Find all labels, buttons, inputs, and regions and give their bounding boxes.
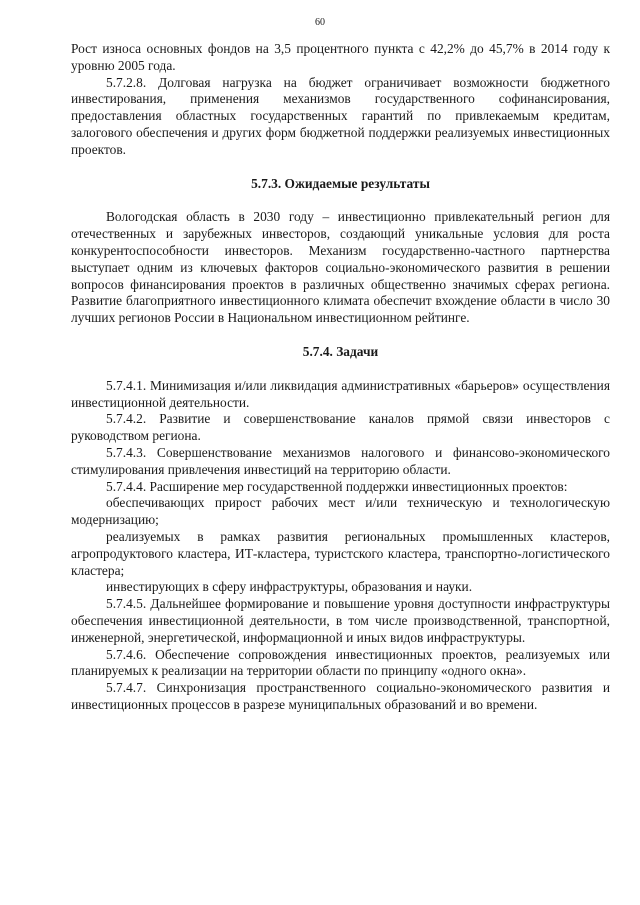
- task-item-5-7-4-2: 5.7.4.2. Развитие и совершенствование каналов прямой связи инвесторов с руководством региона.: [71, 411, 610, 444]
- expected-results-paragraph: Вологодская область в 2030 году – инвестиционно привлекательный регион для отечественных и зарубежных инвесторов, создающий уникальные условия для роста конкурентоспособности инвесторов. Механизм государственно-частного партнерства выступает одним из ключевых факторов социально-экономического развития в решении вопросов финансирования проектов в различных общественно значимых сферах региона. Развитие благоприятного инвестиционного климата обеспечит вхождение области в число 30 лучших регионов России в Национальном инвестиционном рейтинге.: [71, 209, 610, 326]
- heading-tasks: 5.7.4. Задачи: [302, 343, 379, 359]
- task-item-5-7-4-7: 5.7.4.7. Синхронизация пространственного социально-экономического развития и инвестиционных процессов в разрезе муниципальных образований и во времени.: [71, 680, 610, 712]
- page-number: 60: [315, 17, 325, 28]
- task-item-5-7-4-1: 5.7.4.1. Минимизация и/или ликвидация административных «барьеров» осуществления инвестиционной деятельности.: [71, 377, 610, 410]
- intro-paragraph: Рост износа основных фондов на 3,5 процентного пункта с 42,2% до 45,7% в 2014 году к уровню 2005 года.: [71, 41, 610, 73]
- task-item-5-7-4-6: 5.7.4.6. Обеспечение сопровождения инвестиционных проектов, реализуемых или планируемых к реализации на территории области по принципу «одного окна».: [71, 646, 610, 679]
- task-subitem-infrastructure: инвестирующих в сферу инфраструктуры, образования и науки.: [106, 579, 473, 595]
- heading-expected-results: 5.7.3. Ожидаемые результаты: [251, 175, 430, 191]
- task-subitem-clusters: реализуемых в рамках развития региональных промышленных кластеров, агропродуктового кластера, ИТ-кластера, туристского кластера, транспортно-логистического кластера;: [71, 528, 610, 578]
- paragraph-5-7-2-8: 5.7.2.8. Долговая нагрузка на бюджет ограничивает возможности бюджетного инвестирования, применения механизмов государственного софинансирования, предоставления областных государственных гарантий по привлекаемым кредитам, залогового обеспечения и других форм бюджетной поддержки реализуемых инвестиционных проектов.: [71, 74, 610, 157]
- page-content: [71, 41, 610, 714]
- task-item-5-7-4-3: 5.7.4.3. Совершенствование механизмов налогового и финансово-экономического стимулирования привлечения инвестиций на территорию области.: [71, 444, 610, 477]
- task-item-5-7-4-5: 5.7.4.5. Дальнейшее формирование и повышение уровня доступности инфраструктуры обеспечения инвестиционной деятельности, в том числе производственной, транспортной, инженерной, энергетической, информационной и иных видов инфраструктуры.: [71, 596, 610, 645]
- task-item-5-7-4-4: 5.7.4.4. Расширение мер государственной поддержки инвестиционных проектов:: [106, 478, 568, 494]
- task-subitem-jobs: обеспечивающих прирост рабочих мест и/или техническую и технологическую модернизацию;: [71, 495, 610, 528]
